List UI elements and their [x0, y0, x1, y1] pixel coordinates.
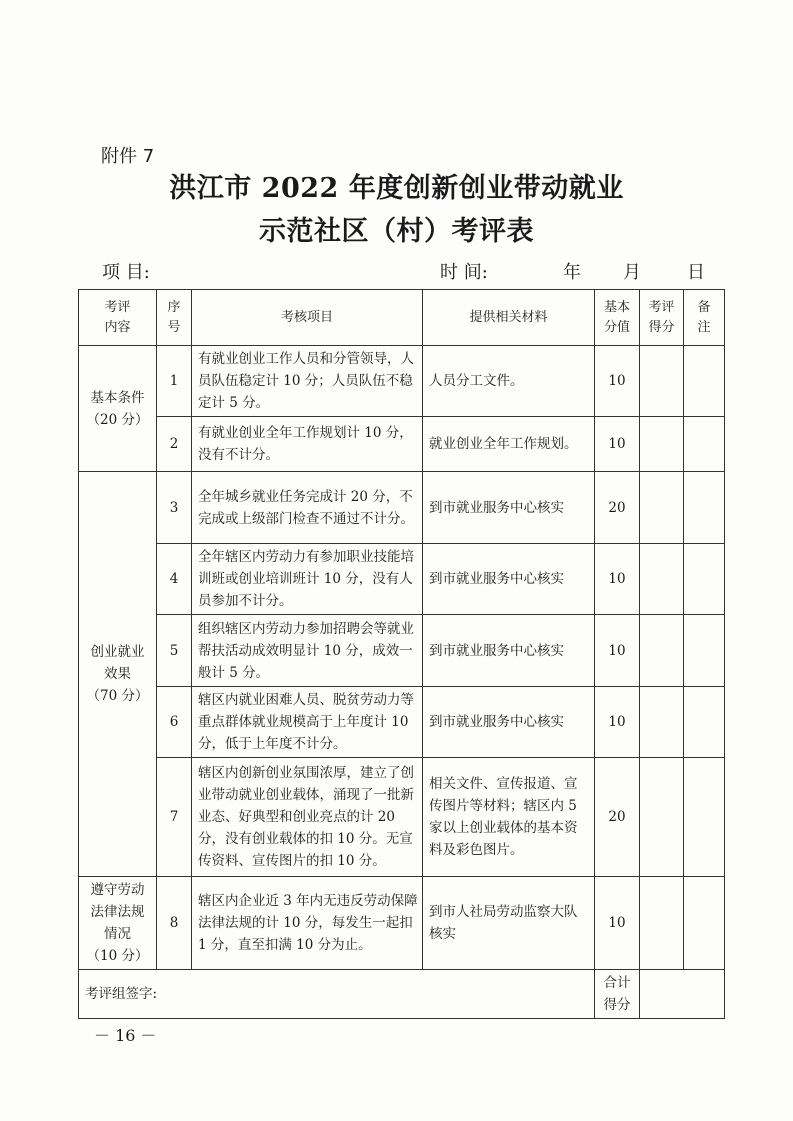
row-base-score: 10: [595, 877, 640, 970]
row-notes-cell[interactable]: [684, 687, 725, 758]
col-header-eval-score: 考评 得分: [640, 290, 684, 346]
row-item: 全年城乡就业任务完成计 20 分，不完成或上级部门检查不通过不计分。: [192, 472, 423, 544]
row-item: 辖区内创新创业氛围浓厚，建立了创业带动就业创业载体，涌现了一批新业态、好典型和创业亮点的计 20 分，没有创业载体的扣 10 分。无宣传资料、宣传图片的扣 10 分。: [192, 758, 423, 877]
col-header-notes: 备 注: [684, 290, 725, 346]
row-item: 辖区内就业困难人员、脱贫劳动力等重点群体就业规模高于上年度计 10 分，低于上年度不计分。: [192, 687, 423, 758]
row-item: 有就业创业全年工作规划计 10 分，没有不计分。: [192, 417, 423, 472]
group-employment-effect: 创业就业 效果 （70 分）: [79, 472, 157, 877]
table-row: [79, 472, 725, 544]
time-label: 时 间:: [440, 262, 488, 283]
project-label: 项 目:: [102, 262, 150, 283]
row-seq: 8: [157, 877, 192, 970]
row-seq: 5: [157, 615, 192, 687]
row-notes-cell[interactable]: [684, 877, 725, 970]
row-eval-score-cell[interactable]: [640, 346, 684, 417]
row-base-score: 20: [595, 472, 640, 544]
row-materials: 到市就业服务中心核实: [423, 687, 595, 758]
row-seq: 6: [157, 687, 192, 758]
row-base-score: 10: [595, 346, 640, 417]
col-header-base-score: 基本 分值: [595, 290, 640, 346]
row-materials: 就业创业全年工作规划。: [423, 417, 595, 472]
row-eval-score-cell[interactable]: [640, 615, 684, 687]
row-base-score: 10: [595, 687, 640, 758]
row-seq: 3: [157, 472, 192, 544]
table-row: [79, 877, 725, 970]
header-row: [79, 290, 725, 346]
day-label: 日: [687, 262, 705, 283]
row-materials: 到市就业服务中心核实: [423, 472, 595, 544]
col-header-seq: 序 号: [157, 290, 192, 346]
row-eval-score-cell[interactable]: [640, 877, 684, 970]
row-base-score: 10: [595, 544, 640, 615]
row-eval-score-cell[interactable]: [640, 472, 684, 544]
row-materials: 到市就业服务中心核实: [423, 544, 595, 615]
col-header-item: 考核项目: [192, 290, 423, 346]
row-materials: 人员分工文件。: [423, 346, 595, 417]
year-label: 年: [563, 262, 581, 283]
row-item: 全年辖区内劳动力有参加职业技能培训班或创业培训班计 10 分，没有人员参加不计分。: [192, 544, 423, 615]
table-row: [79, 758, 725, 877]
col-header-materials: 提供相关材料: [423, 290, 595, 346]
group-labor-law: 遵守劳动 法律法规 情况 （10 分）: [79, 877, 157, 970]
month-label: 月: [623, 262, 641, 283]
row-seq: 4: [157, 544, 192, 615]
page-number: － 16 －: [94, 1026, 157, 1045]
signature-row: [79, 970, 725, 1019]
row-notes-cell[interactable]: [684, 758, 725, 877]
row-notes-cell[interactable]: [684, 544, 725, 615]
row-item: 组织辖区内劳动力参加招聘会等就业帮扶活动成效明显计 10 分，成效一般计 5 分。: [192, 615, 423, 687]
row-notes-cell[interactable]: [684, 472, 725, 544]
row-eval-score-cell[interactable]: [640, 687, 684, 758]
table-row: [79, 417, 725, 472]
row-materials: 到市人社局劳动监察大队核实: [423, 877, 595, 970]
group-basic-conditions: 基本条件 （20 分）: [79, 346, 157, 472]
total-label: 合计 得分: [595, 970, 640, 1019]
signature-field[interactable]: 考评组签字:: [79, 970, 595, 1019]
row-notes-cell[interactable]: [684, 615, 725, 687]
table-row: [79, 615, 725, 687]
row-eval-score-cell[interactable]: [640, 544, 684, 615]
row-seq: 2: [157, 417, 192, 472]
col-header-category: 考评 内容: [79, 290, 157, 346]
row-base-score: 10: [595, 417, 640, 472]
row-materials: 相关文件、宣传报道、宣传图片等材料；辖区内 5 家以上创业载体的基本资料及彩色图片。: [423, 758, 595, 877]
row-seq: 7: [157, 758, 192, 877]
row-item: 有就业创业工作人员和分管领导，人员队伍稳定计 10 分；人员队伍不稳定计 5 分。: [192, 346, 423, 417]
row-eval-score-cell[interactable]: [640, 417, 684, 472]
row-base-score: 10: [595, 615, 640, 687]
row-base-score: 20: [595, 758, 640, 877]
title-line-2: 示范社区（村）考评表: [259, 216, 534, 247]
row-notes-cell[interactable]: [684, 346, 725, 417]
total-score-cell[interactable]: [640, 970, 725, 1019]
row-item: 辖区内企业近 3 年内无违反劳动保障法律法规的计 10 分，每发生一起扣 1 分，直至扣满 10 分为止。: [192, 877, 423, 970]
row-eval-score-cell[interactable]: [640, 758, 684, 877]
attachment-label: 附件 7: [101, 146, 155, 167]
row-materials: 到市就业服务中心核实: [423, 615, 595, 687]
row-seq: 1: [157, 346, 192, 417]
table-row: [79, 346, 725, 417]
evaluation-table: [78, 289, 725, 1019]
table-row: [79, 544, 725, 615]
row-notes-cell[interactable]: [684, 417, 725, 472]
title-line-1: 洪江市 2022 年度创新创业带动就业: [169, 173, 624, 204]
table-row: [79, 687, 725, 758]
